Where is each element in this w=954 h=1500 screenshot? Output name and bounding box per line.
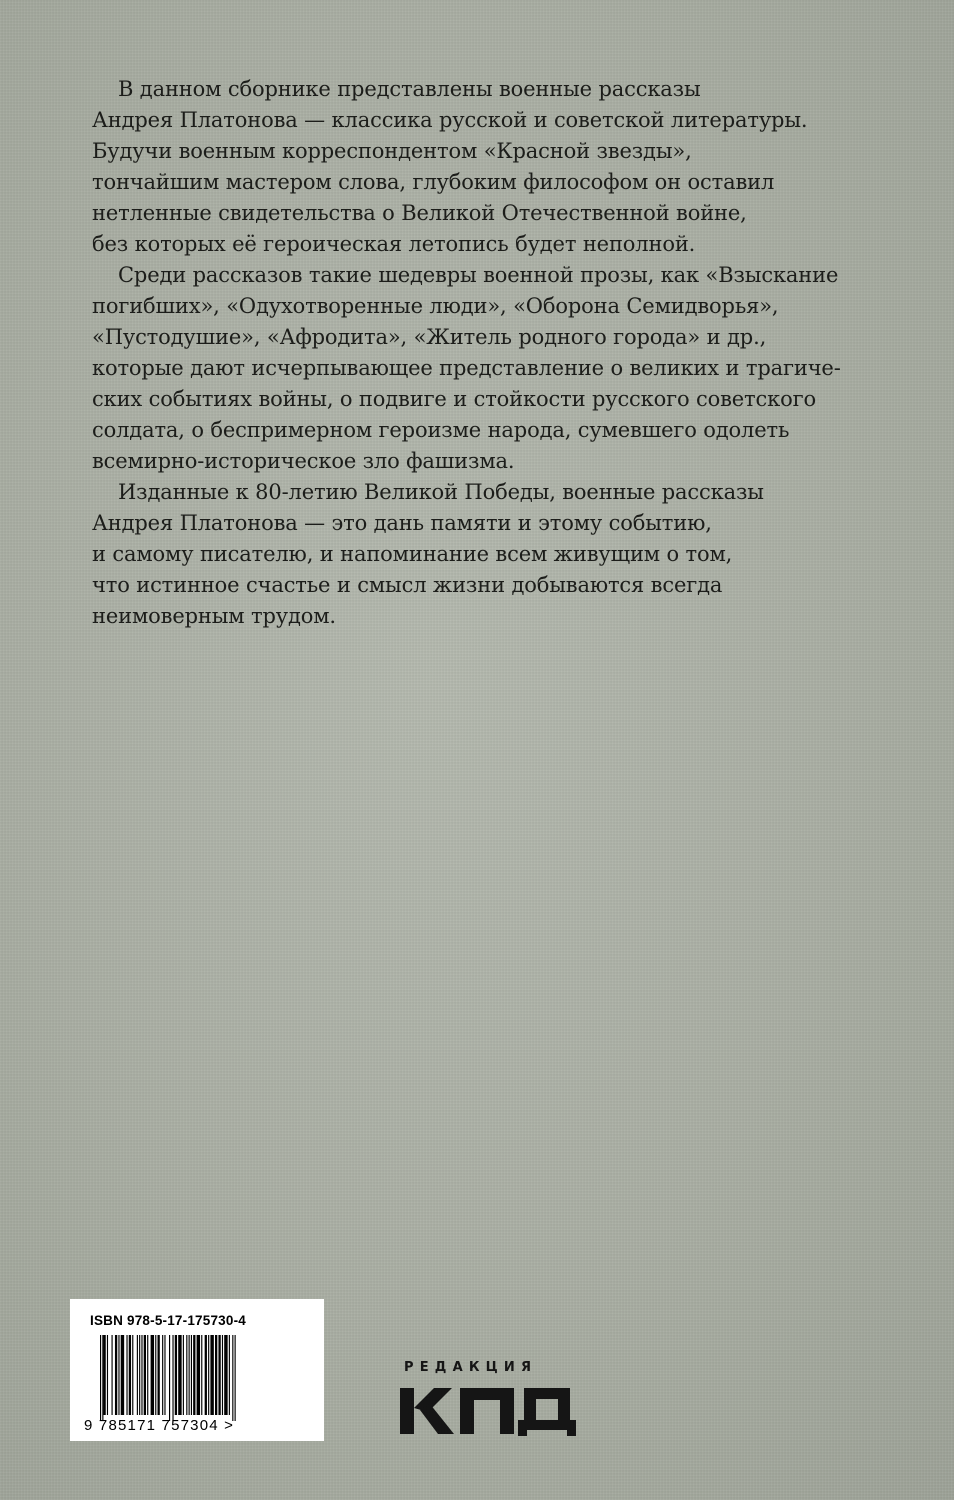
text-line: Андрея Платонова — классика русской и советской литературы. bbox=[92, 108, 808, 132]
ean-number: 9 785171 757304 > bbox=[84, 1417, 235, 1434]
annotation-paragraph-2 bbox=[66, 260, 876, 477]
text-line: нетленные свидетельства о Великой Отечественной войне, bbox=[92, 201, 747, 225]
text-line: Изданные к 80-летию Великой Победы, военные рассказы bbox=[118, 480, 764, 504]
text-line: всемирно-историческое зло фашизма. bbox=[92, 449, 515, 473]
publisher-logo bbox=[398, 1360, 588, 1440]
publisher-mark-kpd bbox=[398, 1380, 580, 1438]
text-line: которые дают исчерпывающее представление о великих и трагиче- bbox=[92, 356, 841, 380]
barcode-icon bbox=[100, 1335, 296, 1421]
text-line: тончайшим мастером слова, глубоким философом он оставил bbox=[92, 170, 775, 194]
text-line: Среди рассказов такие шедевры военной прозы, как «Взыскание bbox=[118, 263, 839, 287]
text-line: «Пустодушие», «Афродита», «Житель родного города» и др., bbox=[92, 325, 767, 349]
text-line: Андрея Платонова — это дань памяти и этому событию, bbox=[92, 511, 712, 535]
text-line: неимоверным трудом. bbox=[92, 604, 336, 628]
text-line: В данном сборнике представлены военные рассказы bbox=[118, 77, 701, 101]
text-line: ских событиях войны, о подвиге и стойкости русского советского bbox=[92, 387, 816, 411]
annotation-paragraph-3 bbox=[66, 477, 876, 632]
text-line: Будучи военным корреспондентом «Красной звезды», bbox=[92, 139, 692, 163]
text-line: без которых её героическая летопись будет неполной. bbox=[92, 232, 696, 256]
text-line: солдата, о беспримерном героизме народа, сумевшего одолеть bbox=[92, 418, 790, 442]
text-line: и самому писателю, и напоминание всем живущим о том, bbox=[92, 542, 733, 566]
annotation-text bbox=[66, 74, 876, 632]
annotation-paragraph-1 bbox=[66, 74, 876, 260]
isbn-label: ISBN 978-5-17-175730-4 bbox=[90, 1313, 246, 1328]
isbn-barcode-block bbox=[70, 1299, 324, 1441]
text-line: что истинное счастье и смысл жизни добываются всегда bbox=[92, 573, 723, 597]
text-line: погибших», «Одухотворенные люди», «Оборона Семидворья», bbox=[92, 294, 779, 318]
publisher-label: РЕДАКЦИЯ bbox=[404, 1360, 538, 1375]
